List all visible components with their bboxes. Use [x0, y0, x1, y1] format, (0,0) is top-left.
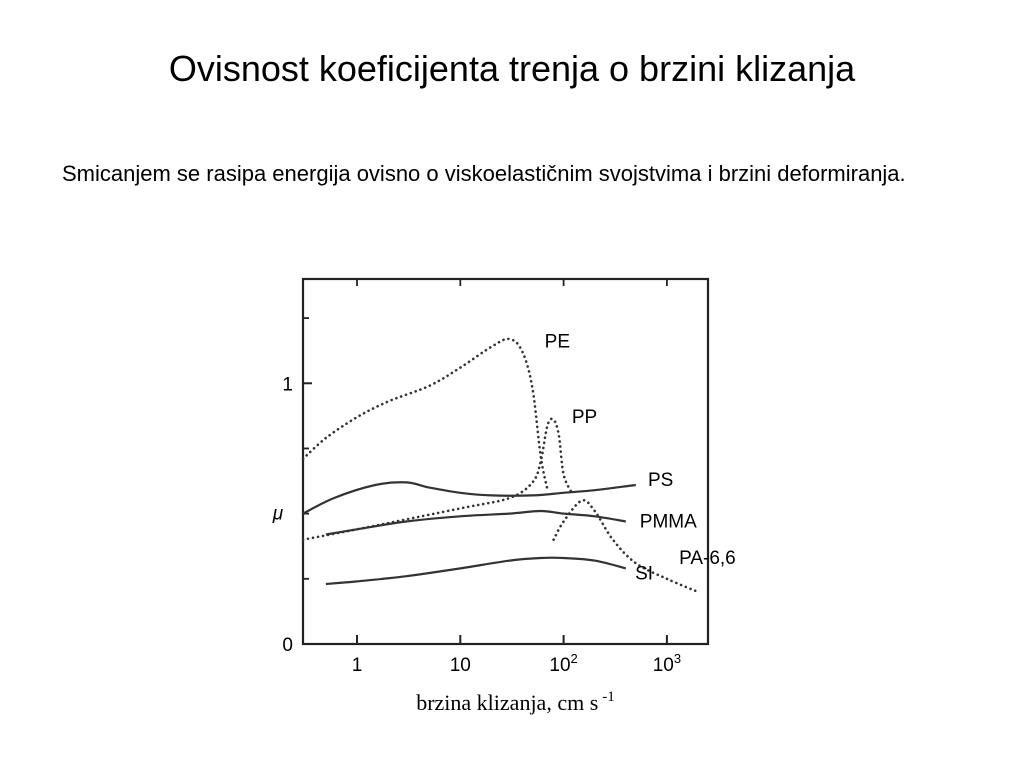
- x-axis-label: [416, 689, 615, 715]
- series-line-pmma: [326, 511, 626, 535]
- x-axis-label-text: brzina klizanja, cm s: [416, 690, 599, 715]
- series-line-ps: [303, 482, 636, 513]
- x-tick-label: [653, 651, 681, 676]
- y-tick-label: 0: [282, 635, 293, 656]
- x-tick-base: 10: [549, 655, 571, 676]
- chart-svg: [266, 262, 736, 732]
- x-tick-exponent: 2: [570, 651, 578, 666]
- x-tick-label: [450, 655, 471, 676]
- x-tick-base: 1: [351, 655, 363, 676]
- x-tick-label: [549, 651, 577, 676]
- slide-title: Ovisnost koeficijenta trenja o brzini klizanja: [168, 48, 856, 89]
- series-label-si: SI: [635, 563, 654, 585]
- friction-chart: [266, 262, 736, 732]
- y-tick-label: 1: [282, 374, 293, 396]
- series-line-pe: [303, 339, 548, 490]
- y-axis-label: μ: [272, 503, 284, 525]
- x-axis-label-exponent: -1: [602, 689, 615, 705]
- series-line-pp: [303, 419, 572, 540]
- series-label-pp: PP: [571, 407, 598, 429]
- x-tick-base: 10: [652, 655, 674, 676]
- series-label-pa-6-6: PA-6,6: [679, 547, 736, 569]
- series-line-si: [326, 558, 626, 584]
- plot-frame: [303, 279, 708, 644]
- x-tick-exponent: 3: [673, 651, 682, 666]
- series-label-pe: PE: [544, 331, 571, 353]
- x-tick-base: 10: [449, 655, 471, 676]
- body-text: Smicanjem se rasipa energija ovisno o viskoelastičnim svojstvima i brzini deformiranja.: [62, 161, 906, 186]
- x-tick-label: [352, 655, 363, 676]
- series-label-ps: PS: [647, 469, 674, 491]
- series-label-pmma: PMMA: [639, 511, 697, 533]
